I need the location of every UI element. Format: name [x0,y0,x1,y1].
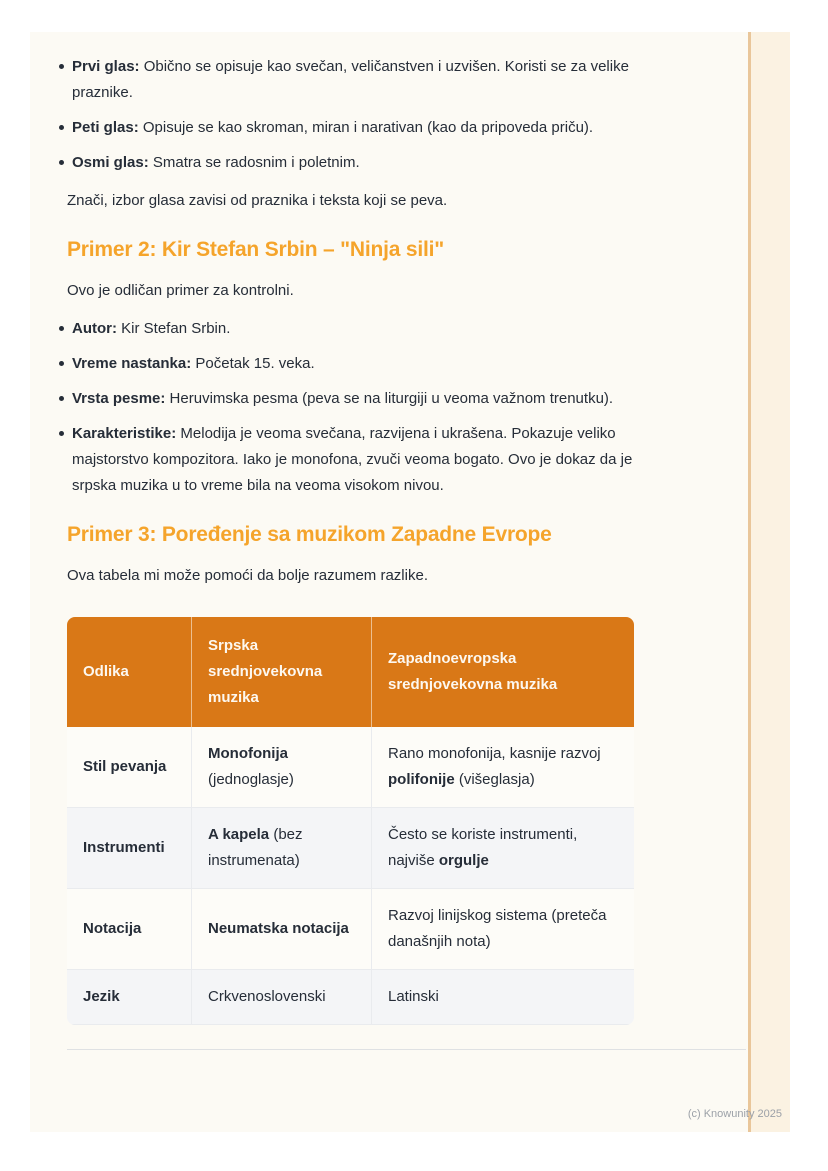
table-header-row [67,617,634,727]
list-item [72,421,645,499]
list-item-lead: Osmi glas: [72,154,149,171]
table-cell-feature: Notacija [67,889,191,970]
table-cell-western [371,808,634,889]
list-item [72,351,645,377]
list-item-text: Kir Stefan Srbin. [117,320,231,337]
comparison-table [67,617,634,1025]
table-cell-serbian [191,889,371,970]
primer2-intro: Ovo je odličan primer za kontrolni. [67,282,294,299]
list-item-text: Heruvimska pesma (peva se na liturgiji u veoma važnom trenutku). [165,390,614,407]
page-edge-accent-line [748,32,751,1132]
cell-text: Rano monofonija, kasnije razvoj [388,745,601,762]
table-row [67,889,634,970]
table-cell-serbian [191,808,371,889]
voice-characteristics-list [67,54,645,176]
cell-text: (bez instrumenata) [208,826,303,869]
table-cell-serbian [191,970,371,1025]
list-item-text: Smatra se radosnim i poletnim. [148,154,360,171]
list-item-text: Početak 15. veka. [191,355,315,372]
list-item [72,115,645,141]
conclusion-paragraph: Znači, izbor glasa zavisi od praznika i teksta koji se peva. [67,192,448,209]
cell-text-bold: A kapela [208,826,270,843]
primer3-heading: Primer 3: Poređenje sa muzikom Zapadne Evrope [67,523,552,546]
primer3-intro: Ova tabela mi može pomoći da bolje razumem razlike. [67,567,428,584]
cell-text: Često se koriste instrumenti, najviše [388,826,578,869]
table-cell-feature: Instrumenti [67,808,191,889]
list-item-text: Melodija je veoma svečana, razvijena i ukrašena. Pokazuje veliko majstorstvo kompozitora. Iako je monofona, zvuči veoma bogato. Ovo je dokaz da je srpska muzika u to vreme bila na veoma visokom nivou. [72,425,633,494]
list-item-text: Opisuje se kao skroman, miran i narativan (kao da pripoveda priču). [138,119,594,136]
primer2-heading: Primer 2: Kir Stefan Srbin – "Ninja sili" [67,238,444,261]
table-cell-western [371,889,634,970]
table-cell-western [371,727,634,808]
footer-divider [67,1049,746,1050]
list-item-text: Obično se opisuje kao svečan, veličanstven i uzvišen. Koristi se za velike praznike. [72,58,629,101]
page-edge-accent-band [751,32,790,1132]
cell-text-bold: Neumatska notacija [208,920,349,937]
table-row [67,970,634,1025]
cell-text: (višeglasja) [454,771,535,788]
list-item [72,150,645,176]
list-item-lead: Autor: [72,320,117,337]
table-header-cell: Odlika [67,617,191,727]
table-header-cell: Zapadnoevropska srednjovekovna muzika [371,617,634,727]
document-content [67,42,747,1050]
primer2-facts-list [67,316,645,499]
comparison-table-header [67,617,634,727]
cell-text-bold: polifonije [388,771,455,788]
list-item-lead: Karakteristike: [72,425,177,442]
list-item-lead: Vreme nastanka: [72,355,192,372]
cell-text: Razvoj linijskog sistema (preteča današnjih nota) [388,907,607,950]
table-cell-serbian [191,727,371,808]
comparison-table-body [67,727,634,1025]
table-row [67,808,634,889]
list-item-lead: Peti glas: [72,119,139,136]
cell-text-bold: orgulje [438,852,489,869]
cell-text: Crkvenoslovenski [208,988,326,1005]
list-item [72,316,645,342]
cell-text: (jednoglasje) [208,771,294,788]
cell-text-bold: Monofonija [208,745,288,762]
cell-text: Latinski [388,988,439,1005]
list-item-lead: Prvi glas: [72,58,140,75]
table-cell-feature: Stil pevanja [67,727,191,808]
table-cell-western [371,970,634,1025]
list-item-lead: Vrsta pesme: [72,390,166,407]
table-cell-feature: Jezik [67,970,191,1025]
document-page [30,32,790,1132]
table-row [67,727,634,808]
copyright-text: (c) Knowunity 2025 [687,1108,782,1120]
table-header-cell: Srpska srednjovekovna muzika [191,617,371,727]
list-item [72,386,645,412]
list-item [72,54,645,106]
